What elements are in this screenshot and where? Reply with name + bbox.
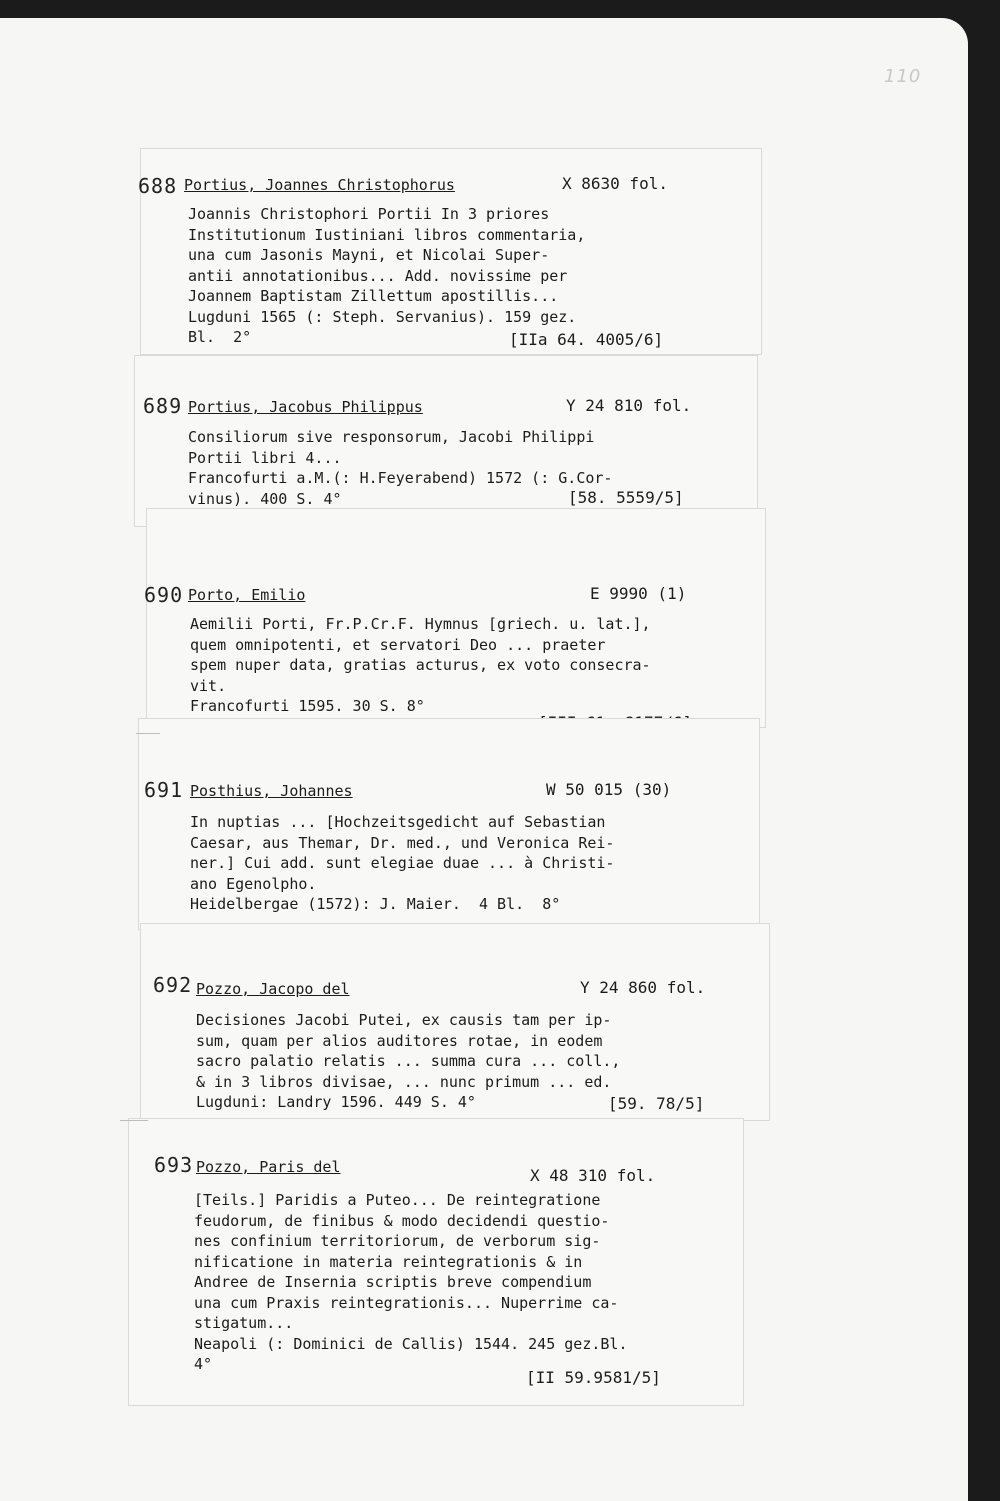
card-heading: Portius, Joannes Christophorus bbox=[184, 176, 455, 194]
card-edge bbox=[136, 733, 160, 734]
card-heading: Porto, Emilio bbox=[188, 586, 306, 604]
card-number: 688 bbox=[138, 174, 178, 198]
card-signature: X 8630 fol. bbox=[562, 174, 668, 193]
card-number: 692 bbox=[153, 973, 193, 997]
card-signature: E 9990 (1) bbox=[590, 584, 687, 603]
card-body: Aemilii Porti, Fr.P.Cr.F. Hymnus [griech. u. lat.], quem omnipotenti, et servatori Deo ... praeter spem nuper data, gratias acturus, ex voto consecra- vit. Francofurti 1595. 30 S. 8° bbox=[190, 615, 651, 715]
card-body: Decisiones Jacobi Putei, ex causis tam per ip- sum, quam per alios auditores rotae, in eodem sacro palatio relatis ... summa cura ... coll., & in 3 libros divisae, ... nunc primum ... ed. Lugduni: Landry 1596. 449 S. 4° bbox=[196, 1011, 621, 1111]
card-signature: X 48 310 fol. bbox=[530, 1166, 656, 1185]
card-heading: Pozzo, Paris del bbox=[196, 1158, 341, 1176]
card-shelfmark: [58. 5559/5] bbox=[568, 488, 684, 507]
card-number: 691 bbox=[144, 778, 184, 802]
card-body: Joannis Christophori Portii In 3 priores Institutionum Iustiniani libros commentaria, una cum Jasonis Mayni, et Nicolai Super- antii annotationibus... Add. novissime per Joannem Baptistam Zillettum apostillis... Lugduni 1565 (: Steph. Servanius). 159 gez. Bl. 2° bbox=[188, 205, 586, 346]
card-shelfmark: [IIa 64. 4005/6] bbox=[509, 330, 664, 349]
card-body: Consiliorum sive responsorum, Jacobi Philippi Portii libri 4... Francofurti a.M.(: H.Feyerabend) 1572 (: G.Cor- vinus). 400 S. 4° bbox=[188, 428, 613, 508]
document-page bbox=[0, 18, 968, 1501]
card-number: 693 bbox=[154, 1153, 194, 1177]
card-number: 690 bbox=[144, 583, 184, 607]
card-body: In nuptias ... [Hochzeitsgedicht auf Sebastian Caesar, aus Themar, Dr. med., und Veronica Rei- ner.] Cui add. sunt elegiae duae ... à Christi- ano Egenolpho. Heidelbergae (1572): J. Maier. 4 Bl. 8° bbox=[190, 813, 615, 913]
card-body: [Teils.] Paridis a Puteo... De reintegratione feudorum, de finibus & modo decidendi questio- nes confinium territoriorum, de verborum sig- nificatione in materia reintegrationis & in Andree de Insernia scriptis breve compendium una cum Praxis reintegrationis... Nuperrime ca- stigatum... Neapoli (: Dominici de Callis) 1544. 245 gez.Bl. 4° bbox=[194, 1191, 628, 1373]
card-shelfmark: [II 59.9581/5] bbox=[526, 1368, 661, 1387]
card-heading: Pozzo, Jacopo del bbox=[196, 980, 350, 998]
card-heading: Posthius, Johannes bbox=[190, 782, 353, 800]
card-edge bbox=[120, 1120, 148, 1121]
card-number: 689 bbox=[143, 394, 183, 418]
page-number: 110 bbox=[884, 66, 922, 87]
card-heading: Portius, Jacobus Philippus bbox=[188, 398, 423, 416]
card-signature: Y 24 860 fol. bbox=[580, 978, 706, 997]
card-signature: W 50 015 (30) bbox=[546, 780, 672, 799]
card-signature: Y 24 810 fol. bbox=[566, 396, 692, 415]
card-shelfmark: [59. 78/5] bbox=[608, 1094, 705, 1113]
